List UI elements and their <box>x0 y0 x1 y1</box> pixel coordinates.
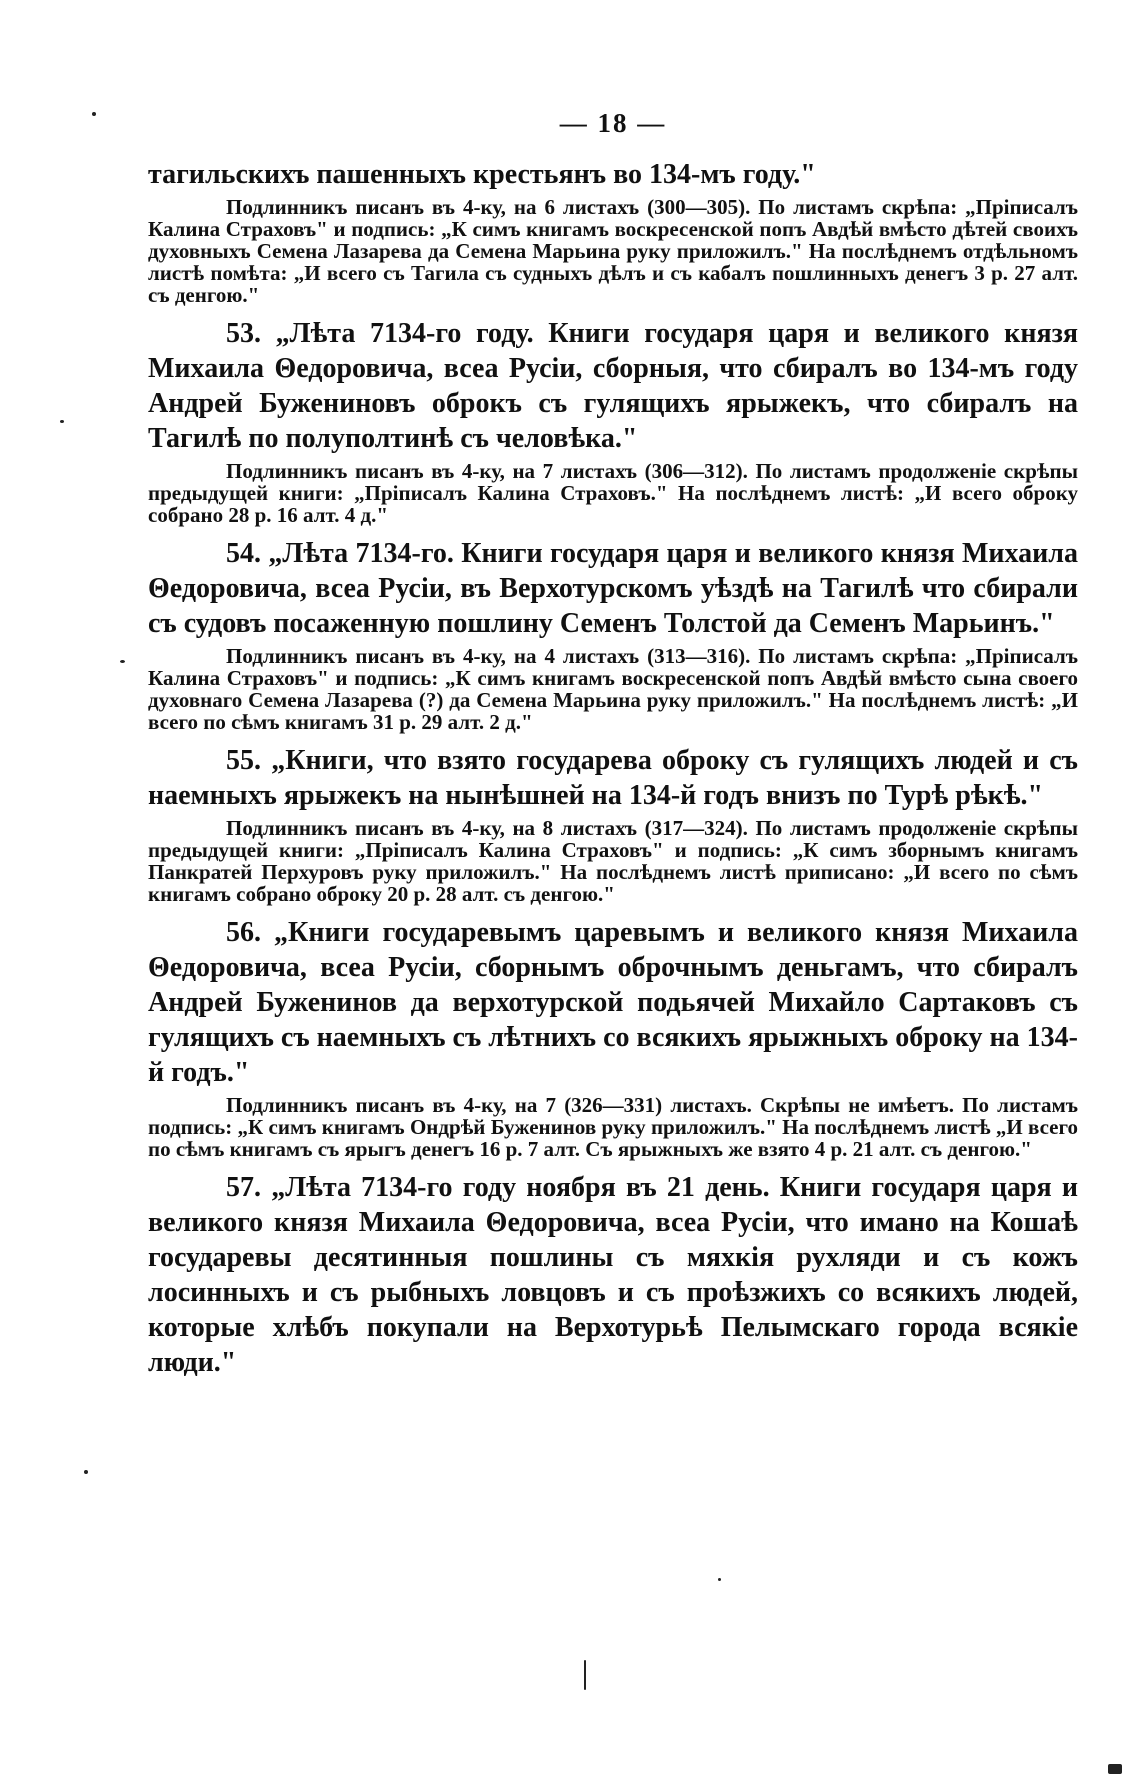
continued-entry-note: Подлинникъ писанъ въ 4-ку, на 6 листахъ (300—305). По листамъ скрѣпа: „Пріписалъ Калина Страховъ" и подпись: „К симъ книгамъ воскресенской попъ Авдѣй вмѣсто дѣтей своихъ духовныхъ Семена Лазарева да Семена Марьина руку приложилъ." На послѣднемъ отдѣльномъ листѣ помѣта: „И всего съ Тагила съ судныхъ дѣлъ и съ кабалъ пошлинныхъ денегъ 3 р. 27 алт. съ денгою." <box>148 195 1078 307</box>
entry-note: Подлинникъ писанъ въ 4-ку, на 4 листахъ (313—316). По листамъ скрѣпа: „Пріписалъ Калина Страховъ" и подпись: „К симъ книгамъ воскресенской попъ Авдѣй вмѣсто сына своего духовнаго Семена Лазарева (?) да Семена Марьина руку приложилъ." На послѣднемъ листѣ: „И всего по сѣмъ книгамъ 31 р. 29 алт. 2 д." <box>148 644 1078 734</box>
entry-heading-text: „Книги, что взято государева оброку съ гулящихъ людей и съ наемныхъ ярыжекъ на нынѣшней на 134-й годъ внизъ по Турѣ рѣкѣ." <box>148 745 1078 811</box>
entry-55 <box>148 743 1078 905</box>
entry-title <box>148 915 1078 1090</box>
entry-number: 55. <box>226 745 261 776</box>
entry-note: Подлинникъ писанъ въ 4-ку, на 7 (326—331) листахъ. Скрѣпы не имѣетъ. По листамъ подпись: „К симъ книгамъ Ондрѣй Буженинов руку приложилъ." На послѣднемъ листѣ „И всего по сѣмъ книгамъ съ ярыгъ денегъ 16 р. 7 алт. Съ ярыжныхъ же взято 4 р. 21 алт. съ денгою." <box>148 1093 1078 1161</box>
entry-54 <box>148 536 1078 733</box>
scan-speck <box>584 1660 586 1690</box>
document-page <box>148 108 1078 1380</box>
entry-heading-text: „Лѣта 7134-го году ноября въ 21 день. Книги государя царя и великого князя Михаила Θедоровича, всеа Русіи, что имано на Кошаѣ государевы десятинныя пошлины съ мяхкія рухляди и съ кожъ лосинныхъ и съ рыбныхъ ловцовъ и съ проѣзжихъ со всякихъ людей, которые хлѣбъ покупали на Верхотурьѣ Пелымскаго города всякіе люди." <box>148 1172 1079 1378</box>
entry-56 <box>148 915 1078 1160</box>
scan-speck <box>84 1470 88 1474</box>
scan-speck <box>92 112 96 116</box>
entry-title <box>148 743 1078 813</box>
continued-entry-title: тагильскихъ пашенныхъ крестьянъ во 134-мъ году." <box>148 159 816 190</box>
entry-note: Подлинникъ писанъ въ 4-ку, на 7 листахъ (306—312). По листамъ продолженіе скрѣпы предыдущей книги: „Пріписалъ Калина Страховъ." На послѣднемъ листѣ: „И всего оброку собрано 28 р. 16 алт. 4 д." <box>148 459 1078 527</box>
entry-title <box>148 316 1078 456</box>
entry-title <box>148 536 1078 641</box>
entry-heading-text: „Лѣта 7134-го. Книги государя царя и великого князя Михаила Θедоровича, всеа Русіи, въ Верхотурскомъ уѣздѣ на Тагилѣ что сбирали съ судовъ посаженную пошлину Семенъ Толстой да Семенъ Марьинъ." <box>148 538 1079 639</box>
scan-speck <box>1108 1764 1122 1774</box>
entry-57 <box>148 1170 1078 1380</box>
entry-heading-text: „Лѣта 7134-го году. Книги государя царя и великого князя Михаила Θедоровича, всеа Русіи, сборныя, что сбиралъ во 134-мъ году Андрей Бужениновъ оброкъ съ гулящихъ ярыжекъ, что сбиралъ на Тагилѣ по полуполтинѣ съ человѣка." <box>148 318 1078 454</box>
entry-53 <box>148 316 1078 526</box>
entry-heading-text: „Книги государевымъ царевымъ и великого князя Михаила Θедоровича, всеа Русіи, сборнымъ оброчнымъ деньгамъ, что сбиралъ Андрей Буженинов да верхотурской подьячей Михайло Сартаковъ съ гулящихъ съ наемныхъ съ лѣтнихъ со всякихъ ярыжныхъ оброку на 134-й годъ." <box>148 917 1079 1088</box>
entry-title <box>148 1170 1078 1380</box>
scan-speck <box>120 660 125 663</box>
scan-speck <box>718 1578 721 1581</box>
entry-number: 56. <box>226 917 261 948</box>
entry-number: 53. <box>226 318 261 349</box>
entry-number: 54. <box>226 538 261 569</box>
entry-note: Подлинникъ писанъ въ 4-ку, на 8 листахъ (317—324). По листамъ продолженіе скрѣпы предыдущей книги: „Пріписалъ Калина Страховъ" и подпись: „К симъ зборнымъ книгамъ Панкратей Перхуровъ руку приложилъ." На послѣднемъ листѣ приписано: „И всего по сѣмъ книгамъ собрано оброку 20 р. 28 алт. съ денгою." <box>148 816 1078 906</box>
entry-number: 57. <box>226 1172 261 1203</box>
scan-speck <box>60 420 64 423</box>
page-number: — 18 — <box>559 108 667 138</box>
